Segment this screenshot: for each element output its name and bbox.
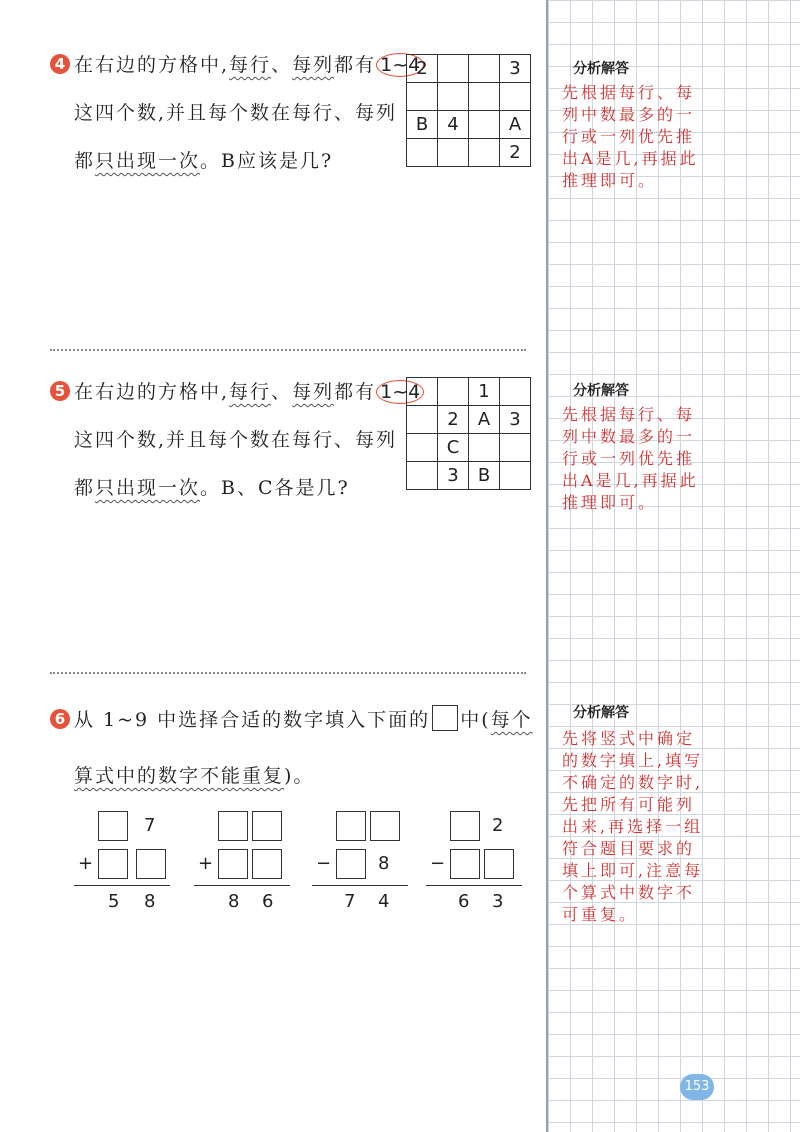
grid-cell: [438, 378, 469, 406]
grid-cell: A: [500, 111, 531, 139]
problem-number-badge: 4: [50, 54, 70, 74]
circled-range: 1~4: [376, 380, 424, 404]
grid-cell: [469, 55, 500, 83]
problem-5-line-3: 都只出现一次。B、C各是几?: [74, 477, 350, 499]
problem-4-line-3: 都只出现一次。B应该是几?: [74, 150, 334, 172]
arithmetic-expression-2: + 8 6: [190, 805, 290, 915]
grid-cell: 2: [438, 406, 469, 434]
grid-cell: [500, 83, 531, 111]
grid-cell: [438, 55, 469, 83]
answer-box[interactable]: [336, 811, 366, 841]
problem-4-line-1: 4 在右边的方格中,每行、每列都有 1~4: [50, 50, 424, 77]
note-body: 先根据每行、每列中数最多的一行或一列优先推出A是几,再据此推理即可。: [562, 83, 699, 190]
grid-cell: [438, 139, 469, 167]
grid-row: [407, 55, 531, 83]
grid-row: [407, 378, 531, 406]
grid-cell: [469, 111, 500, 139]
grid-cell: [407, 83, 438, 111]
sum-line: [194, 885, 290, 886]
grid-row: [407, 83, 531, 111]
grid-cell: [438, 83, 469, 111]
problem-6-line-2: 算式中的数字不能重复)。: [74, 765, 315, 787]
answer-box[interactable]: [136, 849, 166, 879]
grid-cell: B: [407, 111, 438, 139]
grid-cell: 3: [500, 406, 531, 434]
grid-row: [407, 434, 531, 462]
answer-box[interactable]: [218, 849, 248, 879]
problem-number-badge: 6: [50, 709, 70, 729]
arithmetic-expression-1: 7 + 5 8: [72, 805, 172, 915]
answer-box[interactable]: [98, 849, 128, 879]
analysis-sidebar: [546, 0, 800, 1132]
sum-line: [74, 885, 170, 886]
grid-cell: 2: [407, 55, 438, 83]
section-divider: [50, 672, 526, 674]
grid-cell: [407, 378, 438, 406]
grid-cell: [469, 434, 500, 462]
grid-cell: 3: [500, 55, 531, 83]
answer-box[interactable]: [450, 811, 480, 841]
grid-cell: 1: [469, 378, 500, 406]
grid-cell: 2: [500, 139, 531, 167]
problem-4-line-2: 这四个数,并且每个数在每行、每列: [74, 102, 398, 124]
page-number: 153: [680, 1074, 714, 1100]
answer-box[interactable]: [450, 849, 480, 879]
problem-5-line-1: 5 在右边的方格中,每行、每列都有 1~4: [50, 377, 424, 404]
answer-box[interactable]: [252, 849, 282, 879]
arithmetic-expression-3: − 8 7 4: [310, 805, 410, 915]
problem-number-badge: 5: [50, 381, 70, 401]
grid-cell: B: [469, 462, 500, 490]
answer-box-icon: [432, 705, 458, 731]
grid-cell: [407, 434, 438, 462]
arithmetic-expression-4: 2 − 6 3: [424, 805, 524, 915]
latin-square-grid-4: [406, 54, 531, 167]
answer-box[interactable]: [218, 811, 248, 841]
section-divider: [50, 349, 526, 351]
grid-cell: [469, 139, 500, 167]
grid-cell: [500, 378, 531, 406]
difference-line: [426, 885, 522, 886]
grid-cell: A: [469, 406, 500, 434]
note-title: 分析解答: [573, 383, 629, 399]
latin-square-grid-5: [406, 377, 531, 490]
grid-cell: [469, 83, 500, 111]
problem-6-line-1: 6 从 1~9 中选择合适的数字填入下面的 中(每个: [50, 705, 533, 732]
grid-row: [407, 462, 531, 490]
grid-cell: 4: [438, 111, 469, 139]
grid-cell: C: [438, 434, 469, 462]
grid-row: [407, 406, 531, 434]
difference-line: [312, 885, 408, 886]
grid-cell: [407, 139, 438, 167]
grid-cell: [407, 462, 438, 490]
answer-box[interactable]: [252, 811, 282, 841]
note-body: 先根据每行、每列中数最多的一行或一列优先推出A是几,再据此推理即可。: [562, 405, 699, 512]
problem-5-line-2: 这四个数,并且每个数在每行、每列: [74, 429, 398, 451]
note-body: 先将竖式中确定的数字填上,填写不确定的数字时,先把所有可能列出来,再选择一组符合题目要求的填上即可,注意每个算式中数字不可重复。: [562, 729, 704, 924]
grid-cell: 3: [438, 462, 469, 490]
grid-row: [407, 139, 531, 167]
circled-range: 1~4: [376, 53, 424, 77]
grid-cell: [500, 462, 531, 490]
grid-row: [407, 111, 531, 139]
note-title: 分析解答: [573, 705, 629, 721]
grid-cell: [500, 434, 531, 462]
note-title: 分析解答: [573, 61, 629, 77]
answer-box[interactable]: [98, 811, 128, 841]
answer-box[interactable]: [370, 811, 400, 841]
grid-cell: [407, 406, 438, 434]
answer-box[interactable]: [336, 849, 366, 879]
answer-box[interactable]: [484, 849, 514, 879]
